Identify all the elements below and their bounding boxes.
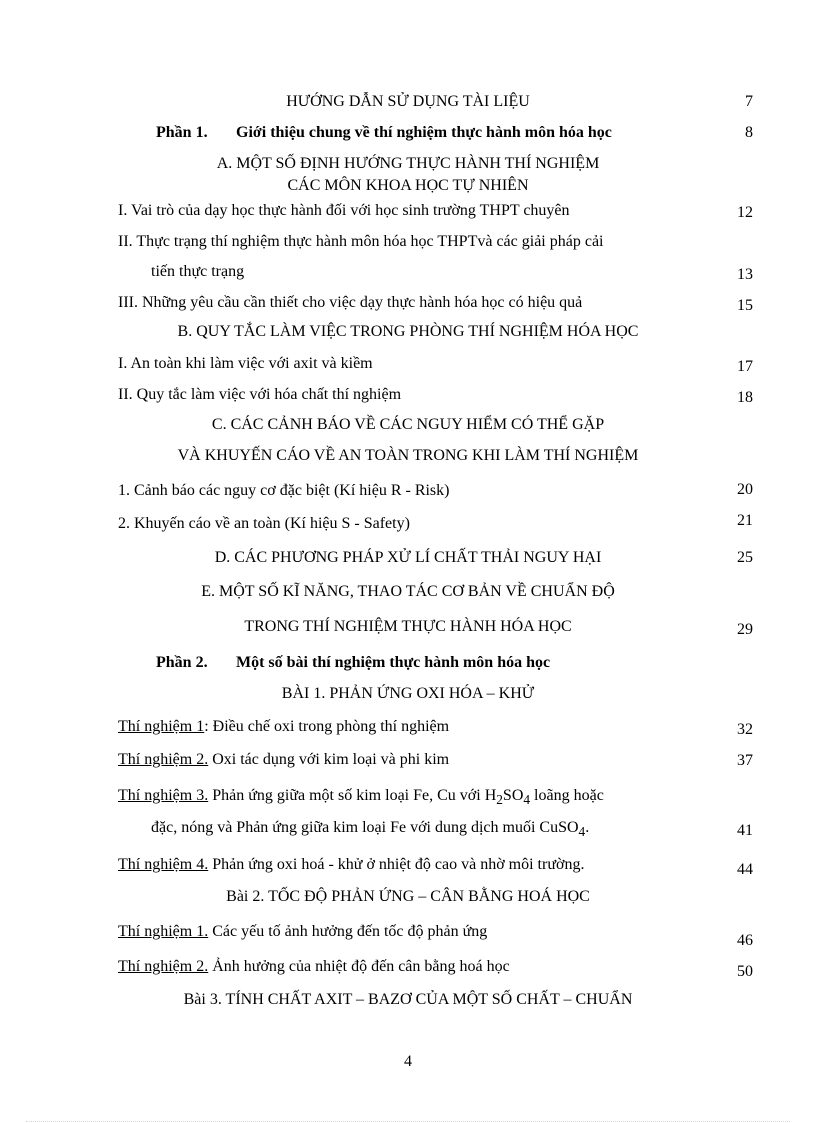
experiment-text: Oxi tác dụng với kim loại và phi kim (208, 751, 450, 768)
guide-page: 7 (745, 93, 753, 110)
toc-entry-l1e1 (118, 717, 449, 737)
part1-label: Phần 1. (156, 124, 208, 141)
experiment-label: Thí nghiệm 2. (118, 751, 209, 768)
experiment-label: Thí nghiệm 3. (118, 787, 209, 804)
toc-entry-l2e1-page: 46 (737, 932, 753, 949)
part1-page: 8 (745, 124, 753, 141)
toc-entry-l1e3-page: 41 (737, 822, 753, 839)
section-d-title: D. CÁC PHƯƠNG PHÁP XỬ LÍ CHẤT THẢI NGUY HẠI (214, 549, 602, 566)
part2-title: Một số bài thí nghiệm thực hành môn hóa học (236, 654, 551, 671)
part1-title: Giới thiệu chung về thí nghiệm thực hành môn hóa học (236, 124, 612, 141)
toc-entry-l1e1-page: 32 (737, 721, 753, 738)
part2-label: Phần 2. (156, 654, 208, 671)
experiment-text: loãng hoặc (530, 787, 604, 804)
section-c-line2: VÀ KHUYẾN CÁO VỀ AN TOÀN TRONG KHI LÀM THÍ NGHIỆM (177, 447, 639, 464)
lesson3-title: Bài 3. TÍNH CHẤT AXIT – BAZƠ CỦA MỘT SỐ CHẤT – CHUẨN (183, 991, 633, 1008)
section-e-line2: TRONG THÍ NGHIỆM THỰC HÀNH HÓA HỌC (244, 618, 572, 635)
experiment-text: đặc, nóng và Phản ứng giữa kim loại Fe với dung dịch muối CuSO (151, 819, 579, 836)
toc-entry-a1: I. Vai trò của dạy học thực hành đối với học sinh trường THPT chuyên (118, 202, 570, 219)
toc-entry-c1: 1. Cảnh báo các nguy cơ đặc biệt (Kí hiệu R - Risk) (118, 482, 450, 499)
toc-entry-a2-page: 13 (737, 266, 753, 283)
toc-entry-c2: 2. Khuyến cáo về an toàn (Kí hiệu S - Safety) (118, 515, 410, 532)
toc-entry-a2-line2: tiến thực trạng (151, 263, 245, 280)
page-number: 4 (404, 1053, 412, 1070)
toc-entry-a3-page: 15 (737, 297, 753, 314)
part1-heading (156, 123, 612, 143)
toc-entry-l2e2 (118, 957, 510, 977)
toc-entry-l2e1 (118, 922, 487, 942)
section-b-title: B. QUY TẮC LÀM VIỆC TRONG PHÒNG THÍ NGHIỆM HÓA HỌC (177, 323, 639, 340)
experiment-text: Ảnh hưởng của nhiệt độ đến cân bằng hoá học (208, 958, 510, 975)
experiment-text: Phản ứng oxi hoá - khử ở nhiệt độ cao và nhờ môi trường. (208, 856, 585, 873)
experiment-label: Thí nghiệm 1. (118, 923, 209, 940)
toc-entry-a3: III. Những yêu cầu cần thiết cho việc dạy thực hành hóa học có hiệu quả (118, 294, 583, 311)
experiment-label: Thí nghiệm 1 (118, 718, 205, 735)
section-c-line1: C. CÁC CẢNH BÁO VỀ CÁC NGUY HIỂM CÓ THỂ GẶP (211, 416, 605, 433)
experiment-text: Phản ứng giữa một số kim loại Fe, Cu với H (208, 787, 497, 804)
lesson1-title: BÀI 1. PHẢN ỨNG OXI HÓA – KHỬ (281, 685, 535, 702)
toc-entry-l1e2 (118, 750, 449, 770)
subscript: 2 (496, 792, 503, 808)
toc-entry-c2-page: 21 (737, 512, 753, 529)
experiment-text: Các yếu tố ảnh hưởng đến tốc độ phản ứng (208, 923, 488, 940)
toc-entry-l1e4-page: 44 (737, 861, 753, 878)
toc-entry-l1e4 (118, 855, 584, 875)
subscript: 4 (523, 792, 531, 808)
toc-entry-c1-page: 20 (737, 481, 753, 498)
lesson2-title: Bài 2. TỐC ĐỘ PHẢN ỨNG – CÂN BẰNG HOÁ HỌC (226, 888, 590, 905)
guide-title: HƯỚNG DẪN SỬ DỤNG TÀI LIỆU (286, 93, 530, 110)
toc-entry-a2-line1: II. Thực trạng thí nghiệm thực hành môn hóa học THPTvà các giải pháp cải (118, 233, 604, 250)
toc-entry-l1e2-page: 37 (737, 752, 753, 769)
formula-text: SO (502, 787, 524, 804)
toc-entry-l1e3-line2 (151, 818, 589, 842)
section-e-line1: E. MỘT SỐ KĨ NĂNG, THAO TÁC CƠ BẢN VỀ CHUẨN ĐỘ (201, 583, 615, 600)
section-e-page: 29 (737, 621, 753, 638)
part2-heading (156, 653, 550, 673)
page-bottom-divider (26, 1121, 790, 1122)
experiment-label: Thí nghiệm 4. (118, 856, 209, 873)
experiment-text: . (585, 819, 590, 836)
toc-entry-a1-page: 12 (737, 204, 753, 221)
toc-entry-b1: I. An toàn khi làm việc với axit và kiềm (118, 355, 373, 372)
section-a-line1: A. MỘT SỐ ĐỊNH HƯỚNG THỰC HÀNH THÍ NGHIỆM (216, 155, 600, 172)
toc-entry-l2e2-page: 50 (737, 963, 753, 980)
section-a-line2: CÁC MÔN KHOA HỌC TỰ NHIÊN (287, 177, 529, 194)
toc-entry-b1-page: 17 (737, 358, 753, 375)
toc-entry-b2: II. Quy tắc làm việc với hóa chất thí nghiệm (118, 386, 402, 403)
experiment-text: : Điều chế oxi trong phòng thí nghiệm (204, 718, 450, 735)
experiment-label: Thí nghiệm 2. (118, 958, 209, 975)
toc-entry-l1e3-line1 (118, 786, 604, 810)
section-d-page: 25 (737, 549, 753, 566)
subscript: 4 (578, 824, 586, 840)
toc-entry-b2-page: 18 (737, 389, 753, 406)
